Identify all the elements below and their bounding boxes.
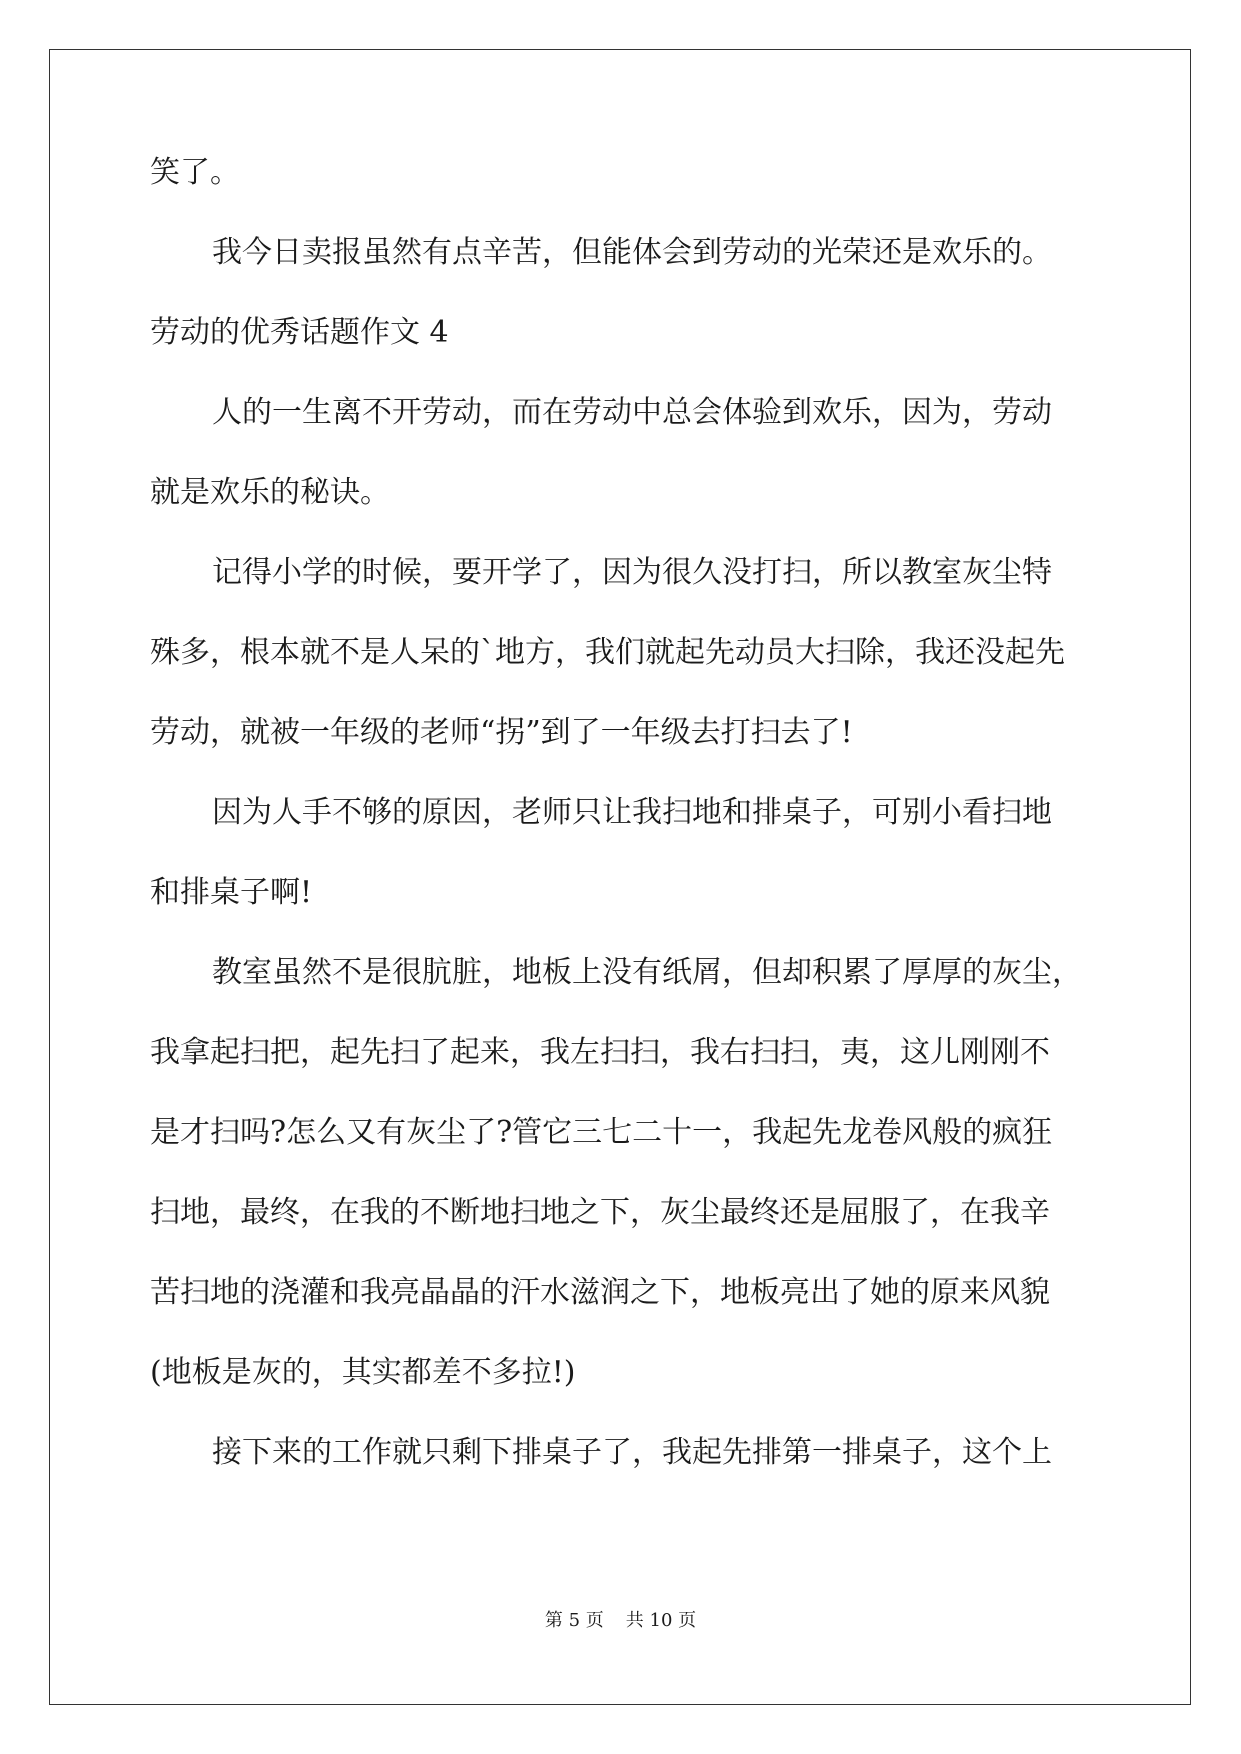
page-number-total: 共 10 页 [625, 1610, 697, 1631]
text-line-11: 教室虽然不是很肮脏，地板上没有纸屑，但却积累了厚厚的灰尘， [212, 955, 1082, 990]
page-footer [0, 1606, 1241, 1632]
text-line-14: 扫地，最终，在我的不断地扫地之下，灰尘最终还是屈服了，在我辛 [150, 1195, 1050, 1230]
text-line-5: 就是欢乐的秘诀。 [150, 475, 390, 510]
text-line-15: 苦扫地的浇灌和我亮晶晶的汗水滋润之下，地板亮出了她的原来风貌 [150, 1275, 1050, 1310]
text-line-13: 是才扫吗?怎么又有灰尘了?管它三七二十一，我起先龙卷风般的疯狂 [150, 1115, 1053, 1150]
text-line-12: 我拿起扫把，起先扫了起来，我左扫扫，我右扫扫，夷，这儿刚刚不 [150, 1035, 1050, 1070]
text-line-9: 因为人手不够的原因，老师只让我扫地和排桌子，可别小看扫地 [212, 795, 1052, 830]
document-body [150, 155, 1090, 1518]
text-line-2: 我今日卖报虽然有点辛苦，但能体会到劳动的光荣还是欢乐的。 [212, 235, 1052, 270]
page-number-current: 第 5 页 [544, 1610, 604, 1631]
text-line-17: 接下来的工作就只剩下排桌子了，我起先排第一排桌子，这个上 [212, 1435, 1052, 1470]
text-line-4: 人的一生离不开劳动，而在劳动中总会体验到欢乐，因为，劳动 [212, 395, 1052, 430]
text-line-8: 劳动，就被一年级的老师“拐”到了一年级去打扫去了! [150, 715, 853, 750]
text-line-7: 殊多，根本就不是人呆的`地方，我们就起先动员大扫除，我还没起先 [150, 635, 1065, 670]
text-line-16: (地板是灰的，其实都差不多拉!) [150, 1355, 576, 1390]
text-line-6: 记得小学的时候，要开学了，因为很久没打扫，所以教室灰尘特 [212, 555, 1052, 590]
text-line-10: 和排桌子啊! [150, 875, 313, 910]
text-line-1: 笑了。 [150, 155, 240, 190]
section-heading: 劳动的优秀话题作文 4 [150, 315, 449, 350]
